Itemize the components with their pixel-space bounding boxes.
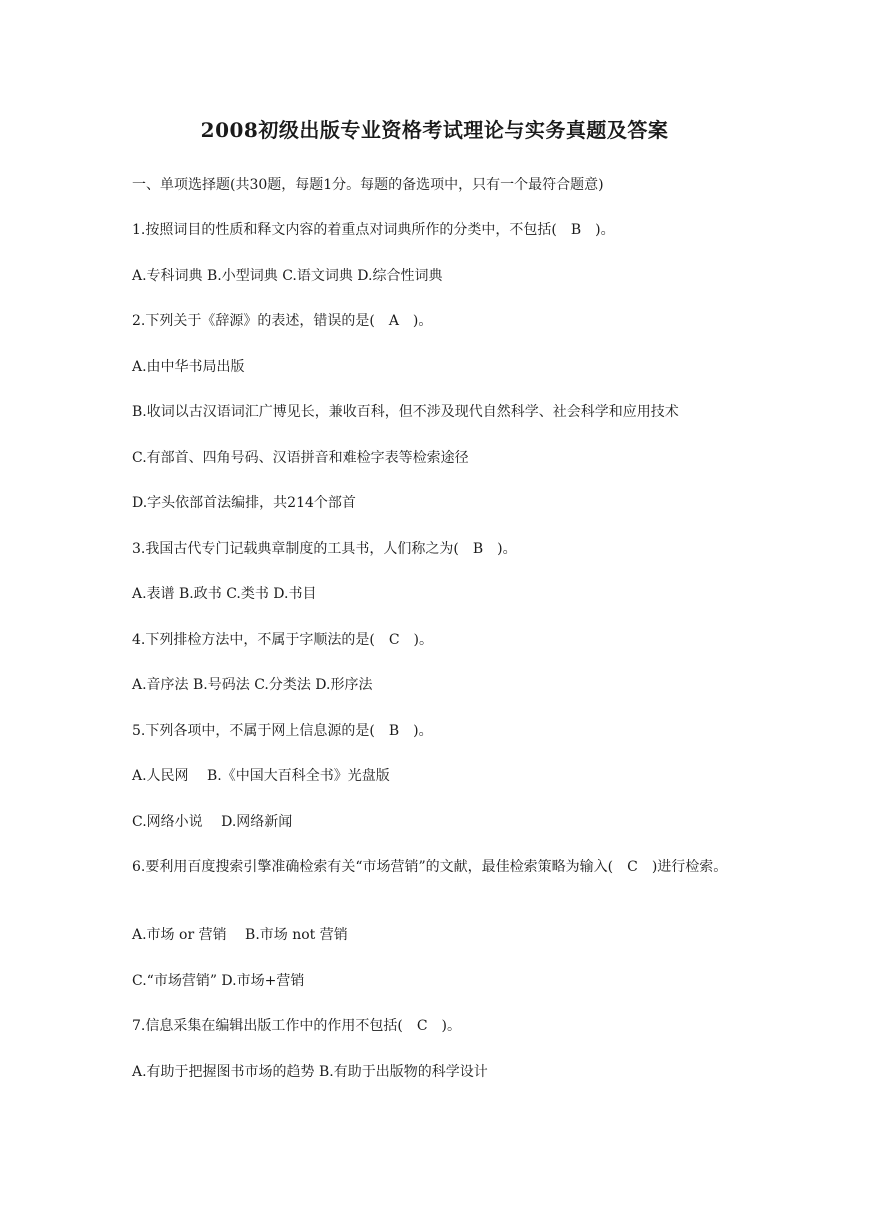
option-line: B.收词以古汉语词汇广博见长，兼收百科，但不涉及现代自然科学、社会科学和应用技术 [132, 404, 679, 420]
question-line: 1.按照词目的性质和释文内容的着重点对词典所作的分类中，不包括( B )。 [132, 222, 615, 238]
option-line: C.网络小说 D.网络新闻 [132, 814, 293, 830]
option-line: A.由中华书局出版 [132, 359, 245, 375]
section-heading: 一、单项选择题(共30题，每题1分。每题的备选项中，只有一个最符合题意) [132, 177, 604, 193]
option-line: A.人民网 B.《中国大百科全书》光盘版 [132, 768, 390, 784]
question-line: 2.下列关于《辞源》的表述，错误的是( A )。 [132, 313, 433, 329]
option-line: A.市场 or 营销 B.市场 not 营销 [132, 927, 348, 943]
question-line: 4.下列排检方法中，不属于字顺法的是( C )。 [132, 632, 433, 648]
option-line: A.专科词典 B.小型词典 C.语文词典 D.综合性词典 [132, 268, 443, 284]
option-line: A.有助于把握图书市场的趋势 B.有助于出版物的科学设计 [132, 1064, 488, 1080]
question-line: 3.我国古代专门记载典章制度的工具书，人们称之为( B )。 [132, 541, 517, 557]
option-line: A.音序法 B.号码法 C.分类法 D.形序法 [132, 677, 373, 693]
question-line: 5.下列各项中，不属于网上信息源的是( B )。 [132, 723, 433, 739]
document-title: 2008初级出版专业资格考试理论与实务真题及答案 [200, 118, 669, 142]
option-line: C.有部首、四角号码、汉语拼音和难检字表等检索途径 [132, 450, 469, 466]
question-line: 6.要利用百度搜索引擎准确检索有关“市场营销”的文献，最佳检索策略为输入( C )进行检索。 [132, 859, 728, 875]
option-line: C.“市场营销” D.市场+营销 [132, 973, 305, 989]
question-line: 7.信息采集在编辑出版工作中的作用不包括( C )。 [132, 1018, 461, 1034]
option-line: D.字头依部首法编排，共214个部首 [132, 495, 356, 511]
option-line: A.表谱 B.政书 C.类书 D.书目 [132, 586, 317, 602]
